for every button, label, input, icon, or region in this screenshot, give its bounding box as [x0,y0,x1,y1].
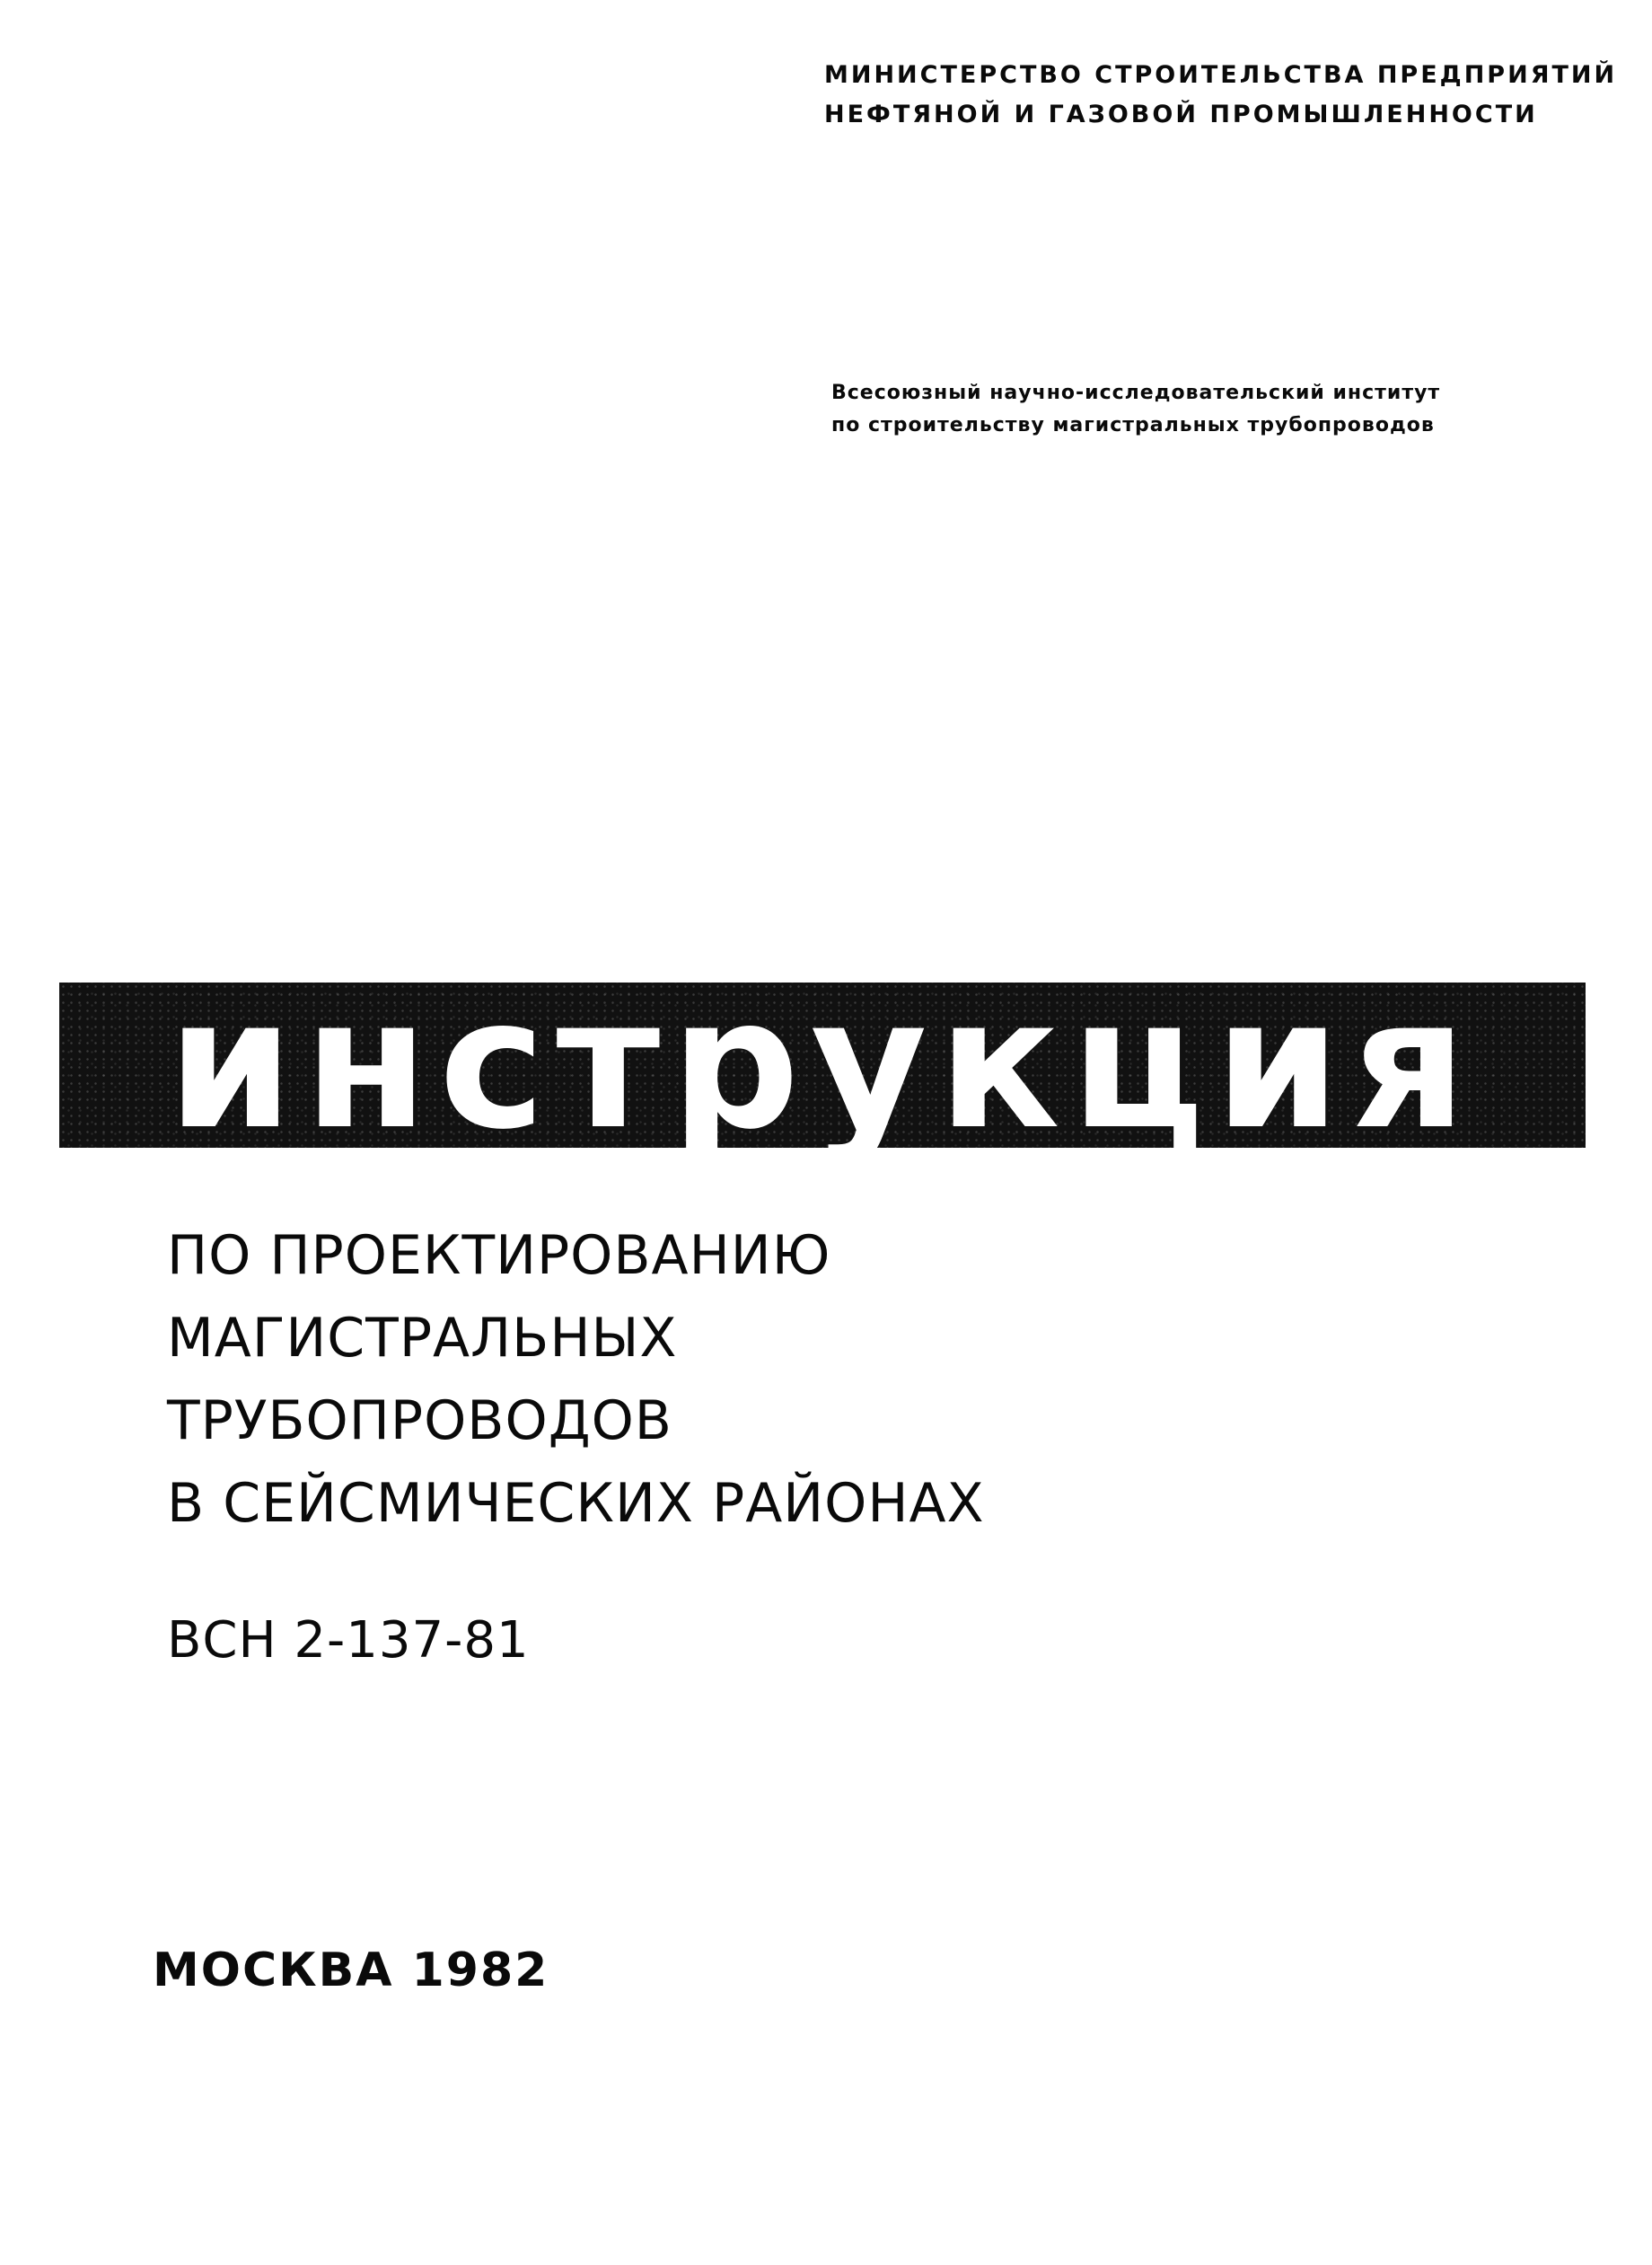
document-title: инструкция [167,960,1478,1169]
subtitle-line-4: В СЕЙСМИЧЕСКИХ РАЙОНАХ [167,1472,985,1535]
ministry-line-2: НЕФТЯНОЙ И ГАЗОВОЙ ПРОМЫШЛЕННОСТИ [824,101,1538,128]
title-banner [59,960,1586,1169]
standard-code: ВСН 2-137-81 [167,1611,530,1670]
institute-header [831,377,1621,442]
institute-line-1: Всесоюзный научно-исследовательский институт [831,382,1441,404]
subtitle-line-2: МАГИСТРАЛЬНЫХ [167,1307,678,1370]
ministry-line-1: МИНИСТЕРСТВО СТРОИТЕЛЬСТВА ПРЕДПРИЯТИЙ [824,61,1618,89]
document-subtitle [167,1214,1424,1545]
institute-line-2: по строительству магистральных трубопроводов [831,414,1435,436]
subtitle-line-3: ТРУБОПРОВОДОВ [167,1389,672,1452]
ministry-header [824,56,1618,135]
publication-place-year: МОСКВА 1982 [153,1943,549,1997]
subtitle-line-1: ПО ПРОЕКТИРОВАНИЮ [167,1224,831,1287]
